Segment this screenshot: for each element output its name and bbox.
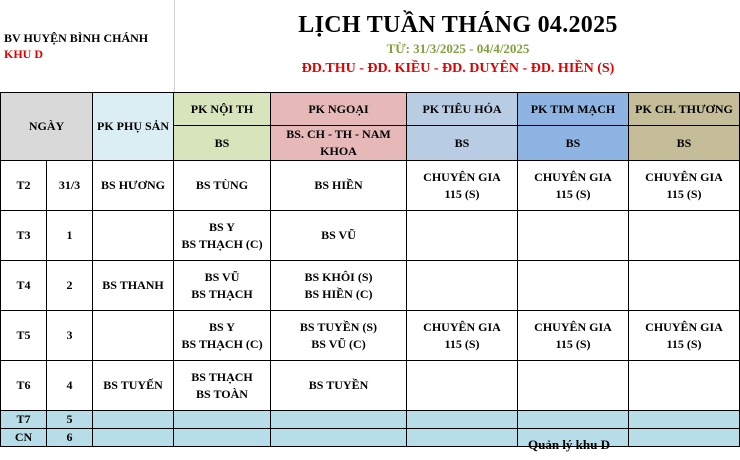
date-cell: 1: [47, 211, 93, 261]
weekend-row: [1, 411, 740, 429]
doctor-name: BS THẠCH (C): [181, 336, 263, 351]
doctor-name: BS TUYỀN (S): [299, 319, 378, 334]
empty-cell: [93, 411, 174, 429]
specialist-note: 115 (S): [666, 186, 702, 201]
table-row: [1, 261, 740, 311]
doctor-name: BS TÙNG: [195, 178, 249, 192]
tim-mach-cell: [518, 311, 629, 361]
table-row: [1, 161, 740, 211]
table-row: [1, 311, 740, 361]
doctor-name: BS VŨ: [321, 228, 356, 242]
noi-th-cell: [174, 361, 271, 411]
date-cell: 2: [47, 261, 93, 311]
specialist-label: CHUYÊN GIA: [645, 169, 723, 184]
tieu-hoa-cell: [407, 361, 518, 411]
tim-mach-cell: [518, 261, 629, 311]
doctor-name: BS VŨ (C): [311, 336, 366, 351]
specialist-note: 115 (S): [444, 186, 480, 201]
noi-th-cell: [174, 311, 271, 361]
header-pk-noi-th: PK NỘI TH: [174, 93, 271, 126]
header-bs-noi-th: BS: [174, 126, 271, 161]
doctor-name: BS THẠCH (C): [181, 236, 263, 251]
specialist-label: CHUYÊN GIA: [423, 169, 501, 184]
ch-thuong-cell: [629, 361, 740, 411]
ngoai-cell: [271, 261, 407, 311]
doctor-name: BS Y: [209, 219, 235, 234]
day-cell: T6: [1, 361, 47, 411]
table-row: [1, 361, 740, 411]
empty-cell: [271, 429, 407, 447]
header-pk-tim-mach: PK TIM MẠCH: [518, 93, 629, 126]
date-cell: 5: [47, 411, 93, 429]
noi-th-cell: [174, 161, 271, 211]
header-bs-ngoai: BS. CH - TH - NAM KHOA: [271, 126, 407, 161]
specialist-label: CHUYÊN GIA: [534, 319, 612, 334]
header-bs-tim-mach: BS: [518, 126, 629, 161]
ch-thuong-cell: [629, 211, 740, 261]
tieu-hoa-cell: [407, 161, 518, 211]
schedule-table: [0, 92, 740, 447]
day-cell: T5: [1, 311, 47, 361]
hospital-name: BV HUYỆN BÌNH CHÁNH: [4, 31, 149, 45]
ngoai-cell: [271, 161, 407, 211]
phu-san-cell: BS THANH: [93, 261, 174, 311]
day-cell: T7: [1, 411, 47, 429]
table-row: [1, 211, 740, 261]
date-cell: 3: [47, 311, 93, 361]
doctor-name: BS TOÀN: [196, 386, 248, 401]
day-cell: T3: [1, 211, 47, 261]
nurse-list: ĐD.THU - ĐD. KIỀU - ĐD. DUYÊN - ĐD. HIỀN (S): [301, 61, 615, 76]
doctor-name: BS Y: [209, 319, 235, 334]
header-bs-ch-thuong: BS: [629, 126, 740, 161]
ngoai-cell: [271, 211, 407, 261]
ch-thuong-cell: [629, 161, 740, 211]
header-pk-ngoai: PK NGOẠI: [271, 93, 407, 126]
phu-san-cell: BS HƯƠNG: [93, 161, 174, 211]
tieu-hoa-cell: [407, 211, 518, 261]
specialist-label: CHUYÊN GIA: [423, 319, 501, 334]
header-gridline: [174, 0, 175, 92]
tieu-hoa-cell: [407, 261, 518, 311]
empty-cell: [407, 411, 518, 429]
ch-thuong-cell: [629, 311, 740, 361]
specialist-note: 115 (S): [444, 336, 480, 351]
empty-cell: [629, 429, 740, 447]
empty-cell: [93, 429, 174, 447]
doctor-name: BS TUYỀN: [308, 378, 369, 392]
doctor-name: BS KHÔI (S): [304, 269, 373, 284]
doctor-name: BS THẠCH: [191, 369, 253, 384]
date-cell: 6: [47, 429, 93, 447]
ngoai-cell: [271, 361, 407, 411]
header-pk-ch-thuong: PK CH. THƯƠNG: [629, 93, 740, 126]
day-cell: CN: [1, 429, 47, 447]
specialist-label: CHUYÊN GIA: [645, 319, 723, 334]
phu-san-cell: [93, 311, 174, 361]
day-cell: T4: [1, 261, 47, 311]
zone-label: KHU D: [4, 47, 43, 61]
manager-signature-label: Quản lý khu D: [528, 437, 611, 452]
header-row-departments: [1, 93, 740, 126]
specialist-label: CHUYÊN GIA: [534, 169, 612, 184]
tim-mach-cell: [518, 161, 629, 211]
specialist-note: 115 (S): [555, 186, 591, 201]
noi-th-cell: [174, 211, 271, 261]
empty-cell: [407, 429, 518, 447]
doctor-name: BS HIỀN: [314, 178, 363, 192]
phu-san-cell: [93, 211, 174, 261]
noi-th-cell: [174, 261, 271, 311]
empty-cell: [174, 411, 271, 429]
empty-cell: [271, 411, 407, 429]
empty-cell: [629, 411, 740, 429]
header-day: NGÀY: [1, 93, 93, 161]
date-range: TỪ: 31/3/2025 - 04/4/2025: [386, 41, 530, 56]
tieu-hoa-cell: [407, 311, 518, 361]
ch-thuong-cell: [629, 261, 740, 311]
header-pk-tieu-hoa: PK TIÊU HÓA: [407, 93, 518, 126]
specialist-note: 115 (S): [666, 336, 702, 351]
empty-cell: [518, 411, 629, 429]
empty-cell: [174, 429, 271, 447]
date-cell: 4: [47, 361, 93, 411]
header-pk-phu-san: PK PHỤ SẢN: [93, 93, 174, 161]
doctor-name: BS THẠCH: [191, 286, 253, 301]
weekend-row: [1, 429, 740, 447]
tim-mach-cell: [518, 211, 629, 261]
phu-san-cell: BS TUYẾN: [93, 361, 174, 411]
tim-mach-cell: [518, 361, 629, 411]
schedule-title: LỊCH TUẦN THÁNG 04.2025: [298, 12, 618, 38]
header-bs-tieu-hoa: BS: [407, 126, 518, 161]
doctor-name: BS HIỀN (C): [304, 286, 373, 301]
title-block: [176, 12, 740, 77]
date-cell: 31/3: [47, 161, 93, 211]
ngoai-cell: [271, 311, 407, 361]
specialist-note: 115 (S): [555, 336, 591, 351]
doctor-name: BS VŨ: [204, 269, 240, 284]
day-cell: T2: [1, 161, 47, 211]
